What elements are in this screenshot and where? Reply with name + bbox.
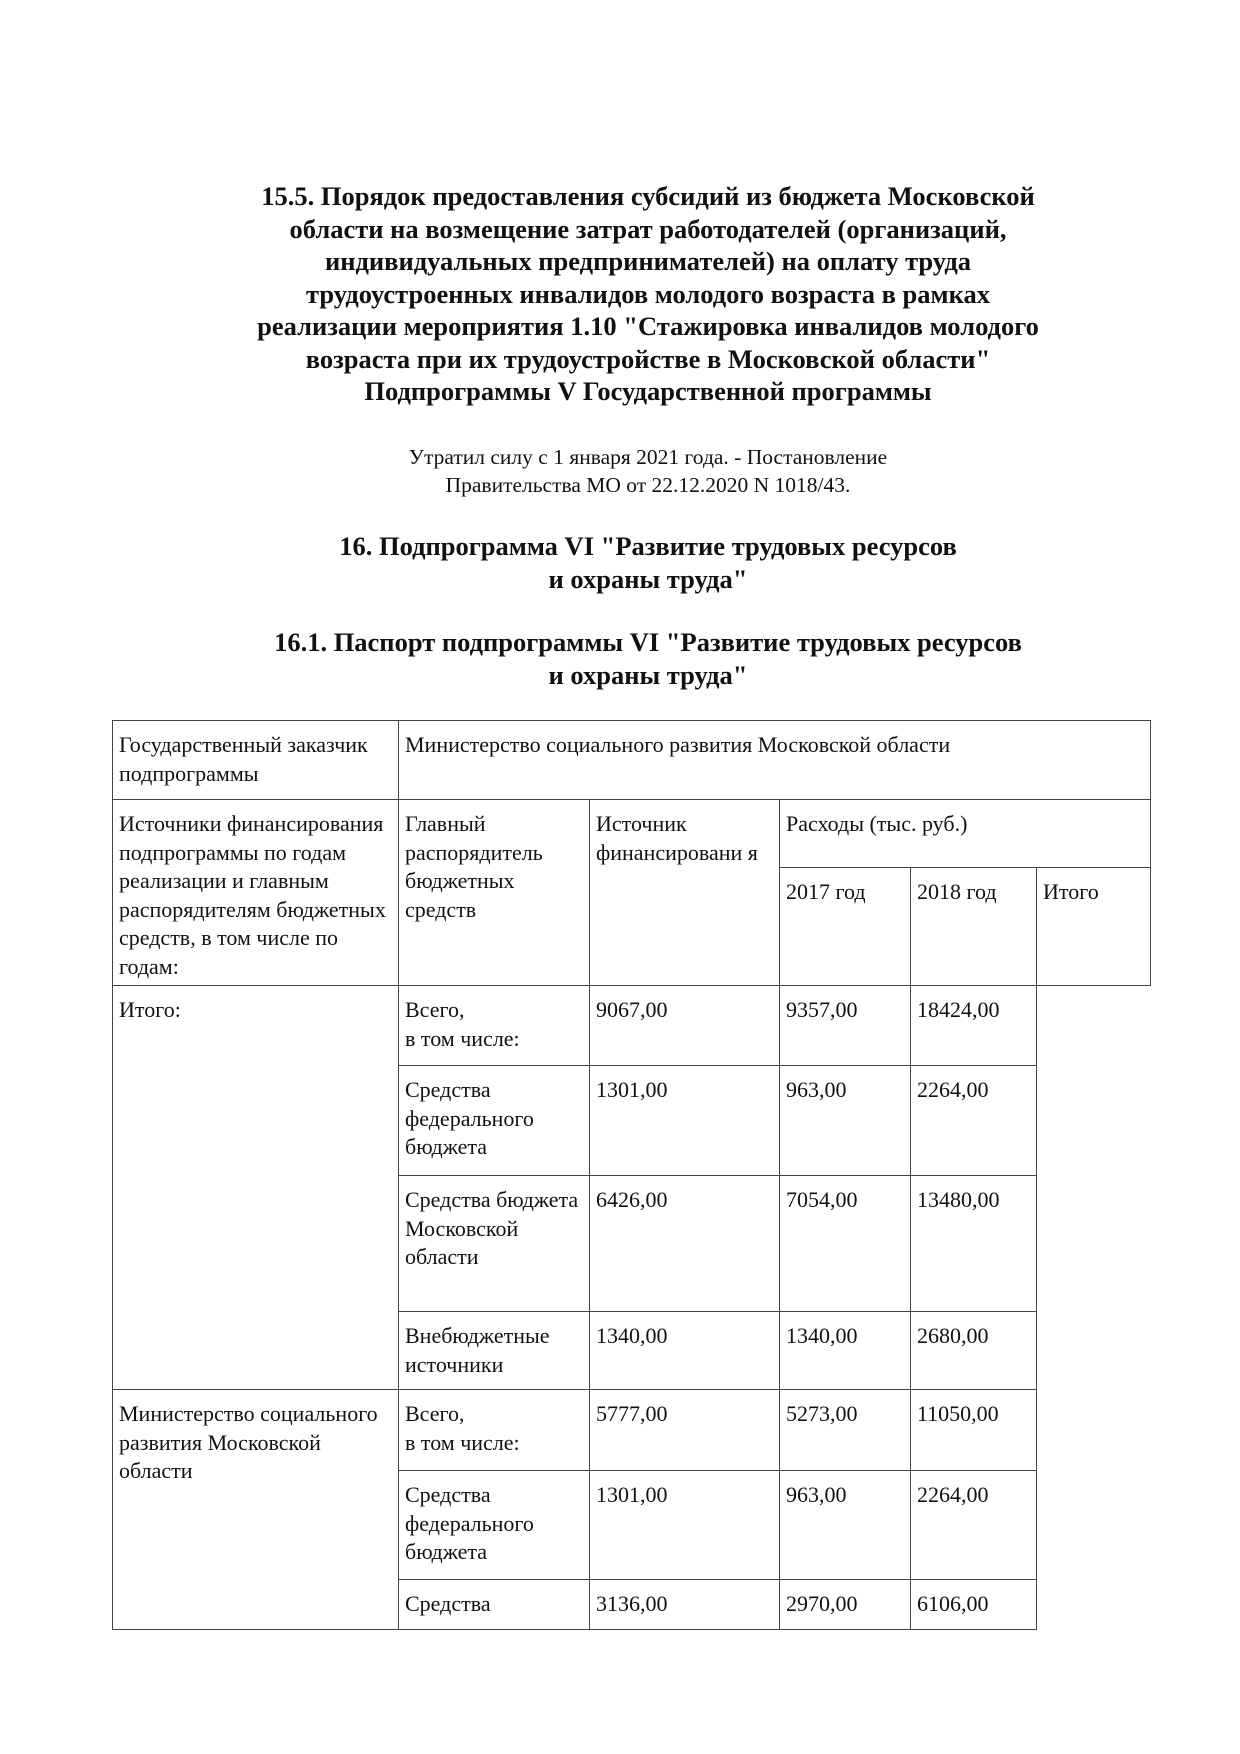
y2017-cell: 1301,00	[590, 1066, 780, 1176]
manager-cell: Министерство социального развития Московской области	[113, 1390, 399, 1630]
source-cell: Всего, в том числе:	[399, 1390, 590, 1471]
source-cell: Средства федерального бюджета	[399, 1471, 590, 1580]
note-line: Правительства МО от 22.12.2020 N 1018/43.	[445, 473, 851, 497]
y2018-cell: 1340,00	[780, 1312, 911, 1390]
customer-label: Государственный заказчик подпрограммы	[113, 721, 399, 800]
customer-value: Министерство социального развития Московской области	[399, 721, 1151, 800]
y2017-cell: 1301,00	[590, 1471, 780, 1580]
manager-cell: Итого:	[113, 986, 399, 1390]
sources-label: Источники финансирования подпрограммы по годам реализации и главным распорядителям бюджетных средств, в том числе по годам:	[113, 800, 399, 986]
total-cell: 6106,00	[911, 1580, 1037, 1630]
section-16-1-title	[0, 626, 1240, 691]
title-line: 16. Подпрограмма VI "Развитие трудовых ресурсов	[339, 531, 957, 561]
table-row	[113, 1390, 1151, 1471]
header-2017: 2017 год	[780, 867, 911, 985]
y2017-cell: 6426,00	[590, 1176, 780, 1312]
header-manager: Главный распорядитель бюджетных средств	[399, 800, 590, 986]
title-line: возраста при их трудоустройстве в Московской области"	[305, 343, 991, 374]
title-line: 15.5. Порядок предоставления субсидий из бюджета Московской	[261, 181, 1035, 211]
table-row	[113, 986, 1151, 1066]
total-cell: 13480,00	[911, 1176, 1037, 1312]
source-cell: Внебюджетные источники	[399, 1312, 590, 1390]
note-line: Утратил силу с 1 января 2021 года. - Постановление	[408, 445, 888, 469]
source-cell: Всего, в том числе:	[399, 986, 590, 1066]
header-total: Итого	[1037, 867, 1151, 985]
total-cell: 2264,00	[911, 1066, 1037, 1176]
source-cell: Средства бюджета Московской области	[399, 1176, 590, 1312]
source-cell: Средства федерального бюджета	[399, 1066, 590, 1176]
y2018-cell: 2970,00	[780, 1580, 911, 1630]
total-cell: 11050,00	[911, 1390, 1037, 1471]
y2018-cell: 5273,00	[780, 1390, 911, 1471]
total-cell: 2264,00	[911, 1471, 1037, 1580]
passport-table	[112, 720, 1151, 1630]
title-line: реализации мероприятия 1.10 "Стажировка инвалидов молодого	[257, 311, 1039, 341]
y2017-cell: 5777,00	[590, 1390, 780, 1471]
title-line: 16.1. Паспорт подпрограммы VI "Развитие трудовых ресурсов	[274, 627, 1022, 657]
title-line: и охраны труда"	[548, 659, 748, 690]
y2018-cell: 9357,00	[780, 986, 911, 1066]
y2017-cell: 1340,00	[590, 1312, 780, 1390]
section-16-title	[0, 530, 1240, 595]
title-line: трудоустроенных инвалидов молодого возраста в рамках	[306, 278, 990, 309]
y2018-cell: 7054,00	[780, 1176, 911, 1312]
y2017-cell: 9067,00	[590, 986, 780, 1066]
title-line: и охраны труда"	[548, 563, 748, 594]
title-line: Подпрограммы V Государственной программы	[364, 376, 932, 406]
title-line: области на возмещение затрат работодателей (организаций,	[289, 213, 1007, 244]
y2017-cell: 3136,00	[590, 1580, 780, 1630]
y2018-cell: 963,00	[780, 1471, 911, 1580]
header-source: Источник финансировани я	[590, 800, 780, 986]
y2018-cell: 963,00	[780, 1066, 911, 1176]
source-cell: Средства	[399, 1580, 590, 1630]
header-expenses: Расходы (тыс. руб.)	[780, 800, 1151, 868]
header-2018: 2018 год	[911, 867, 1037, 985]
section-15-5-title	[0, 180, 1240, 408]
repeal-note	[0, 443, 1240, 499]
total-cell: 18424,00	[911, 986, 1037, 1066]
total-cell: 2680,00	[911, 1312, 1037, 1390]
title-line: индивидуальных предпринимателей) на оплату труда	[324, 246, 972, 276]
